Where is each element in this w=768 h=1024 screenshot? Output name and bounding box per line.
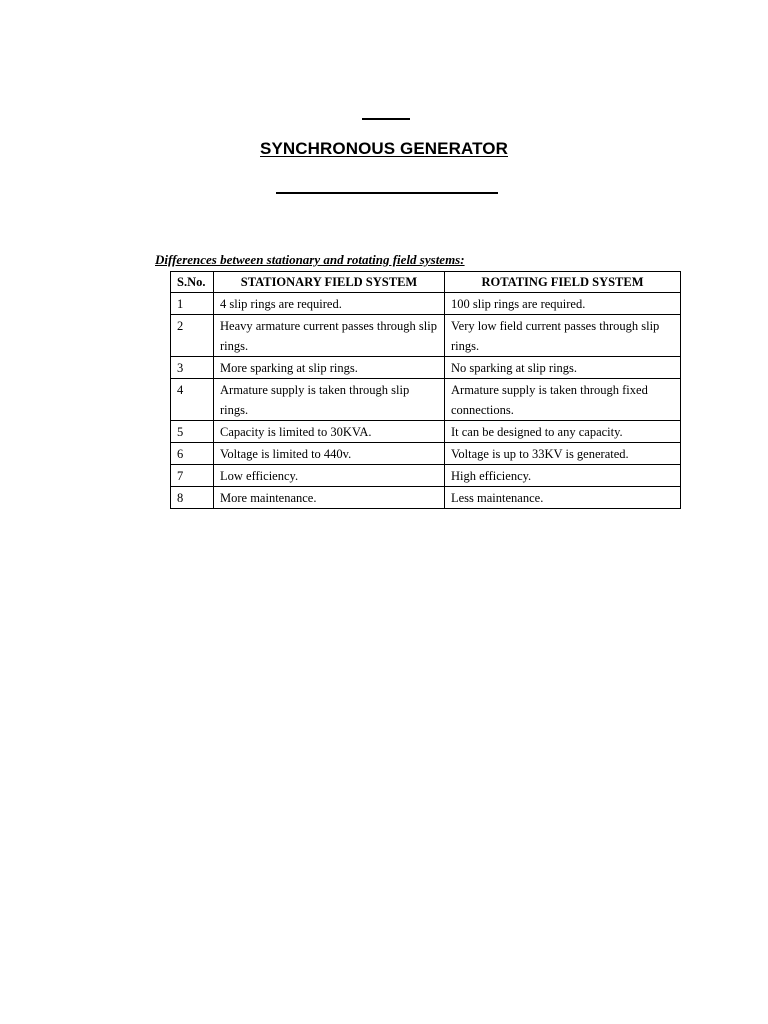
cell-stationary: More maintenance. bbox=[214, 487, 445, 509]
cell-stationary: More sparking at slip rings. bbox=[214, 357, 445, 379]
section-heading: Differences between stationary and rotating field systems: bbox=[155, 252, 465, 267]
cell-stationary: 4 slip rings are required. bbox=[214, 293, 445, 315]
header-rotating: ROTATING FIELD SYSTEM bbox=[445, 272, 681, 293]
table-row bbox=[171, 487, 681, 509]
table-row bbox=[171, 379, 681, 421]
cell-sno: 1 bbox=[171, 293, 214, 315]
header-stationary: STATIONARY FIELD SYSTEM bbox=[214, 272, 445, 293]
cell-sno: 3 bbox=[171, 357, 214, 379]
cell-rotating: No sparking at slip rings. bbox=[445, 357, 681, 379]
title-rule bbox=[276, 192, 498, 194]
cell-rotating: 100 slip rings are required. bbox=[445, 293, 681, 315]
cell-rotating: It can be designed to any capacity. bbox=[445, 421, 681, 443]
table-header-row bbox=[171, 272, 681, 293]
cell-rotating: Voltage is up to 33KV is generated. bbox=[445, 443, 681, 465]
cell-sno: 6 bbox=[171, 443, 214, 465]
cell-stationary: Low efficiency. bbox=[214, 465, 445, 487]
page-title: SYNCHRONOUS GENERATOR bbox=[260, 139, 508, 158]
cell-stationary: Armature supply is taken through slip rings. bbox=[214, 379, 445, 421]
table-row bbox=[171, 293, 681, 315]
cell-stationary: Capacity is limited to 30KVA. bbox=[214, 421, 445, 443]
cell-rotating: Armature supply is taken through fixed connections. bbox=[445, 379, 681, 421]
table-row bbox=[171, 315, 681, 357]
cell-sno: 2 bbox=[171, 315, 214, 357]
table-row bbox=[171, 357, 681, 379]
cell-stationary: Heavy armature current passes through slip rings. bbox=[214, 315, 445, 357]
table-row bbox=[171, 421, 681, 443]
header-sno: S.No. bbox=[171, 272, 214, 293]
cell-stationary: Voltage is limited to 440v. bbox=[214, 443, 445, 465]
cell-rotating: Very low field current passes through slip rings. bbox=[445, 315, 681, 357]
cell-sno: 4 bbox=[171, 379, 214, 421]
cell-rotating: Less maintenance. bbox=[445, 487, 681, 509]
cell-sno: 5 bbox=[171, 421, 214, 443]
table-row bbox=[171, 443, 681, 465]
cell-rotating: High efficiency. bbox=[445, 465, 681, 487]
cell-sno: 8 bbox=[171, 487, 214, 509]
comparison-table bbox=[170, 271, 681, 509]
cell-sno: 7 bbox=[171, 465, 214, 487]
table-row bbox=[171, 465, 681, 487]
top-rule bbox=[362, 118, 410, 120]
